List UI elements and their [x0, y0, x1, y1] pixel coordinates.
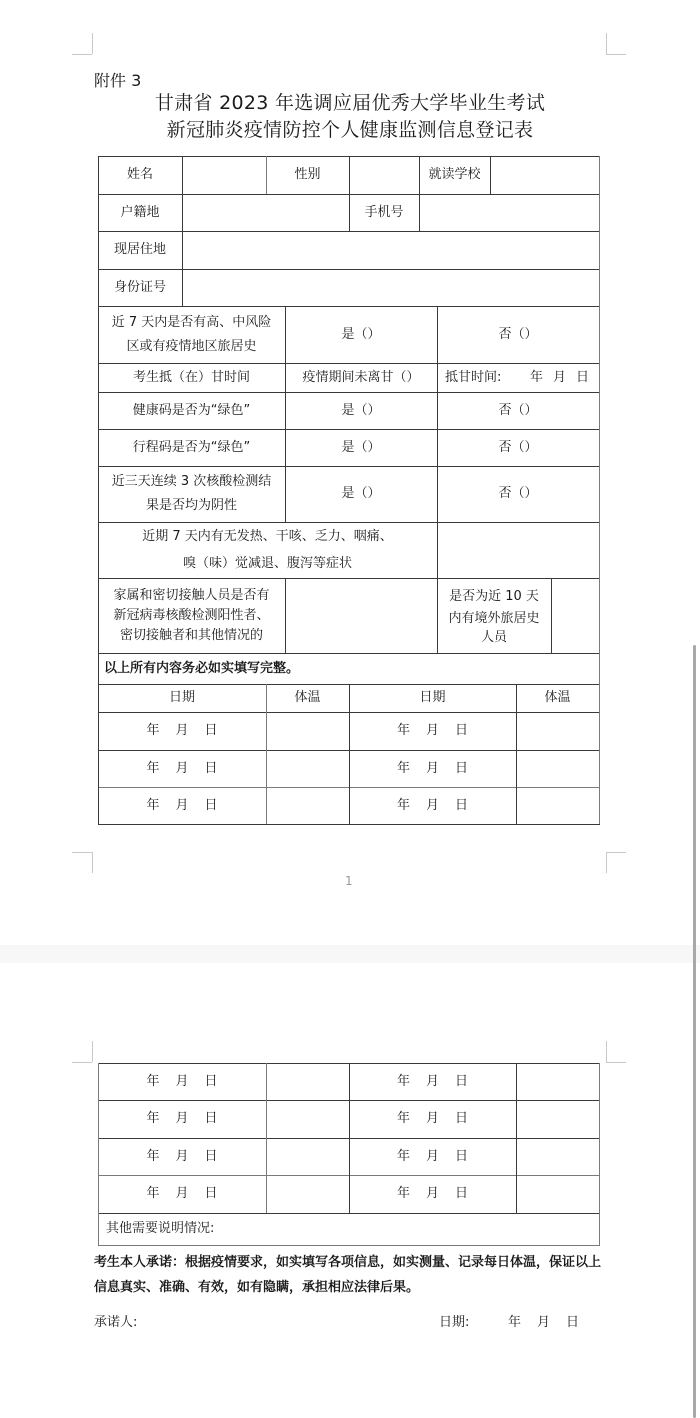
- name-label: 姓名: [126, 167, 153, 182]
- travel-code-yes-option[interactable]: 是（）: [341, 439, 381, 455]
- date-field[interactable]: 年 月 日: [396, 723, 469, 738]
- temperature-field[interactable]: [266, 787, 349, 824]
- crop-mark: [606, 33, 607, 54]
- temperature-field[interactable]: [516, 1100, 599, 1138]
- crop-mark: [606, 1062, 626, 1063]
- temperature-field[interactable]: [516, 750, 599, 787]
- temp-header-date-2: 日期: [419, 690, 446, 705]
- document-title-line1: 甘肃省 2023 年选调应届优秀大学毕业生考试: [154, 92, 546, 114]
- health-code-yes-option[interactable]: 是（）: [341, 402, 381, 418]
- abroad-travel-answer-field[interactable]: [551, 578, 599, 653]
- nat-no-option[interactable]: 否（）: [498, 486, 538, 501]
- temperature-field[interactable]: [266, 1138, 349, 1175]
- nat-question: 近三天连续 3 次核酸检测结 果是否均为阴性: [111, 474, 272, 513]
- date-field[interactable]: 年 月 日: [146, 797, 218, 813]
- travel-code-label: 行程码是否为“绿色”: [132, 439, 251, 455]
- id-number-field[interactable]: [182, 269, 599, 306]
- date-field[interactable]: 年 月 日: [396, 1073, 469, 1089]
- temperature-field[interactable]: [266, 1100, 349, 1138]
- crop-mark: [72, 852, 92, 853]
- date-field[interactable]: 年 月 日: [146, 723, 218, 738]
- crop-mark: [606, 1041, 607, 1062]
- household-field[interactable]: [182, 194, 349, 231]
- crop-mark: [92, 33, 93, 54]
- attachment-label: 附件 3: [94, 71, 142, 90]
- pledge-statement: 考生本人承诺：根据疫情要求，如实填写各项信息，如实测量、记录每日体温，保证以上信息真实、准确、有效，如有隐瞒，承担相应法律后果。: [94, 1255, 602, 1295]
- abroad-travel-question: 是否为近 10 天 内有境外旅居史 人员: [448, 588, 540, 645]
- fill-notice: 以上所有内容务必如实填写完整。: [104, 660, 300, 676]
- risk-area-no-option[interactable]: 否（）: [498, 326, 538, 342]
- temperature-field[interactable]: [266, 712, 349, 750]
- date-field[interactable]: 年 月 日: [396, 1111, 469, 1126]
- temperature-field[interactable]: [266, 750, 349, 787]
- arrival-date-field[interactable]: 抵甘时间: 年 月 日: [445, 369, 589, 385]
- crop-mark: [72, 1062, 92, 1063]
- date-field[interactable]: 年 月 日: [146, 760, 218, 776]
- risk-area-yes-option[interactable]: 是（）: [341, 326, 381, 342]
- gender-label: 性别: [294, 167, 321, 182]
- date-field[interactable]: 年 月 日: [396, 797, 469, 813]
- crop-mark: [92, 852, 93, 873]
- phone-label: 手机号: [364, 204, 404, 220]
- arrival-label: 考生抵（在）甘时间: [132, 369, 250, 385]
- temperature-field[interactable]: [516, 1175, 599, 1213]
- school-label: 就读学校: [428, 167, 481, 182]
- not-left-gansu-option[interactable]: 疫情期间未离甘（）: [302, 369, 420, 385]
- household-label: 户籍地: [120, 204, 160, 220]
- gender-field[interactable]: [349, 156, 419, 194]
- date-field[interactable]: 年 月 日: [396, 1148, 469, 1164]
- travel-code-no-option[interactable]: 否（）: [498, 439, 538, 455]
- residence-label: 现居住地: [113, 242, 166, 257]
- date-field[interactable]: 年 月 日: [146, 1111, 218, 1126]
- sign-date-field[interactable]: 年 月 日: [508, 1315, 580, 1330]
- temperature-field[interactable]: [266, 1063, 349, 1100]
- id-number-label: 身份证号: [113, 279, 166, 295]
- phone-field[interactable]: [419, 194, 599, 231]
- symptoms-answer-field[interactable]: [437, 522, 599, 578]
- temp-header-temp-1: 体温: [294, 690, 321, 705]
- contacts-answer-field[interactable]: [285, 578, 437, 653]
- crop-mark: [606, 852, 626, 853]
- crop-mark: [606, 852, 607, 873]
- page-number: 1: [345, 874, 353, 888]
- temp-header-temp-2: 体温: [544, 690, 571, 705]
- name-field[interactable]: [182, 156, 266, 194]
- school-field[interactable]: [490, 156, 599, 194]
- sign-date-label: 日期:: [439, 1315, 470, 1330]
- crop-mark: [92, 1041, 93, 1062]
- temperature-field[interactable]: [516, 1138, 599, 1175]
- temperature-field[interactable]: [516, 1063, 599, 1100]
- date-field[interactable]: 年 月 日: [146, 1073, 218, 1089]
- nat-yes-option[interactable]: 是（）: [341, 486, 381, 501]
- symptoms-question: 近期 7 天内有无发热、干咳、乏力、咽痛、 嗅（味）觉减退、腹泻等症状: [142, 529, 393, 571]
- date-field[interactable]: 年 月 日: [396, 760, 469, 776]
- health-code-no-option[interactable]: 否（）: [498, 402, 538, 418]
- crop-mark: [606, 54, 626, 55]
- risk-area-question: 近 7 天内是否有高、中风险 区或有疫情地区旅居史: [111, 314, 272, 354]
- residence-field[interactable]: [182, 231, 599, 269]
- date-field[interactable]: 年 月 日: [146, 1148, 218, 1164]
- temperature-field[interactable]: [516, 787, 599, 824]
- signer-label: 承诺人:: [94, 1315, 138, 1330]
- crop-mark: [72, 54, 92, 55]
- contacts-question: 家属和密切接触人员是否有 新冠病毒核酸检测阳性者、 密切接触者和其他情况的: [113, 587, 270, 643]
- temp-header-date-1: 日期: [168, 690, 195, 705]
- date-field[interactable]: 年 月 日: [396, 1186, 469, 1201]
- vertical-scrollbar[interactable]: [693, 645, 696, 1418]
- health-code-label: 健康码是否为“绿色”: [132, 402, 251, 418]
- other-notes-field[interactable]: 其他需要说明情况:: [106, 1221, 215, 1236]
- page-separator: [0, 945, 700, 963]
- temperature-field[interactable]: [266, 1175, 349, 1213]
- document-title-line2: 新冠肺炎疫情防控个人健康监测信息登记表: [166, 119, 534, 141]
- date-field[interactable]: 年 月 日: [146, 1186, 218, 1201]
- temperature-field[interactable]: [516, 712, 599, 750]
